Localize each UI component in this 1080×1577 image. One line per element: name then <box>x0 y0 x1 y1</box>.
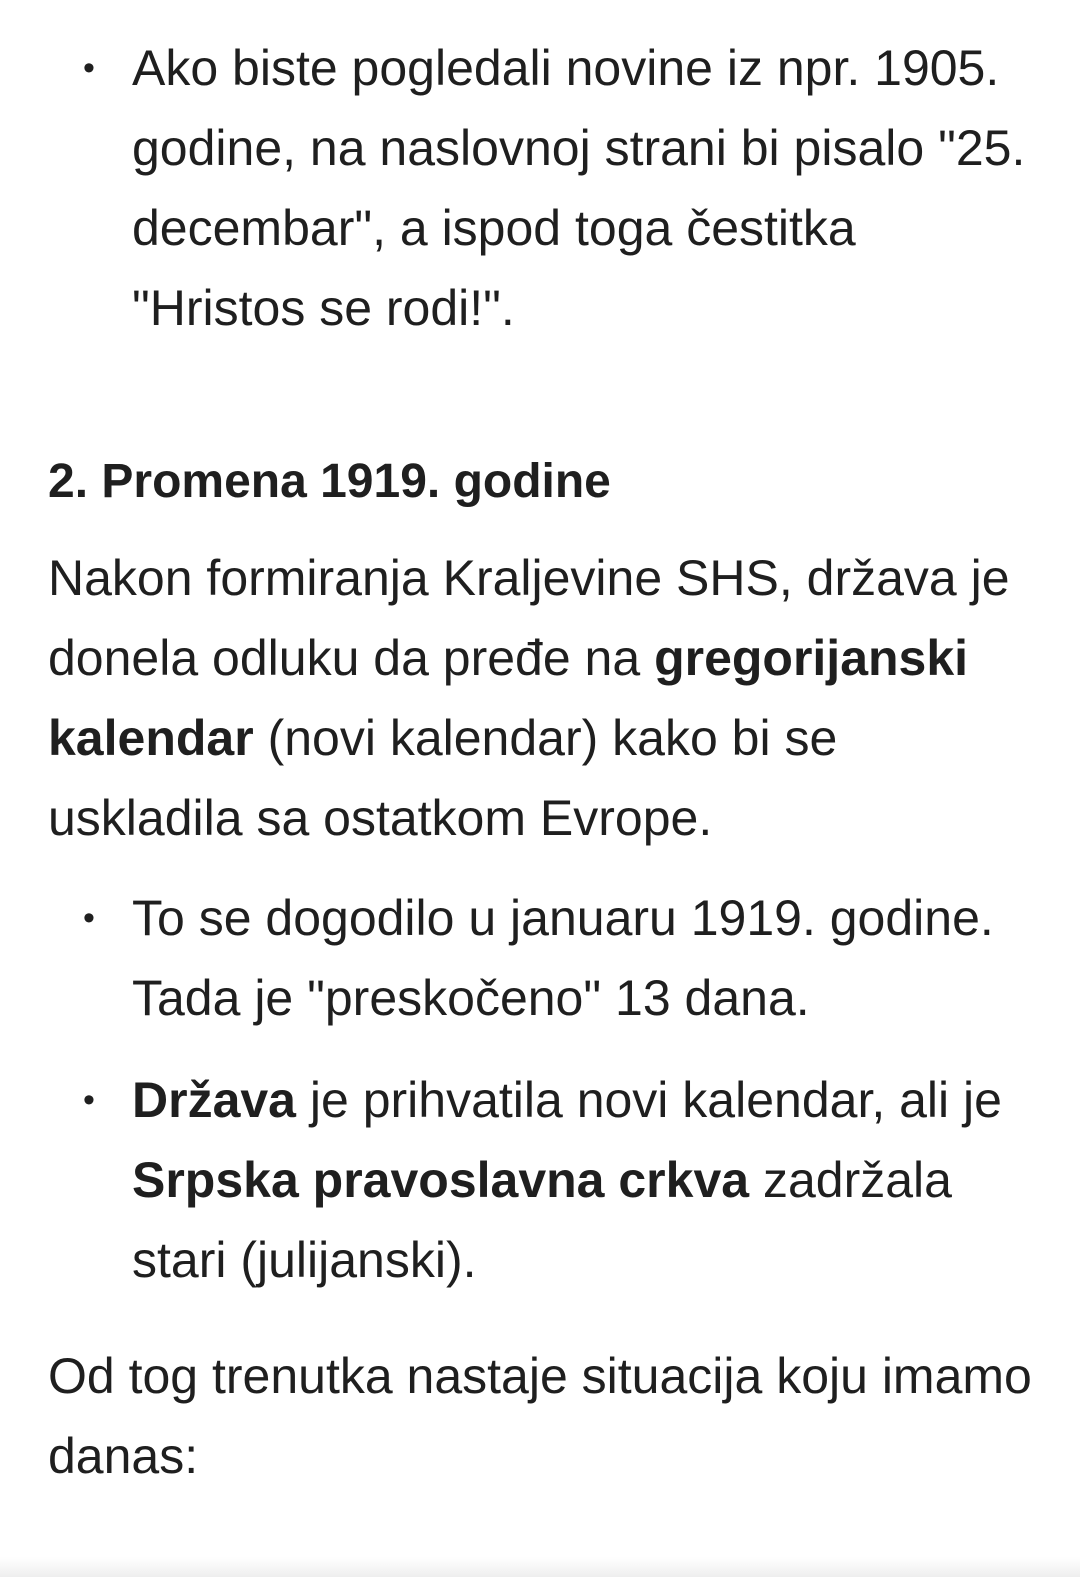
bullet-list-section-2 <box>48 878 1038 1300</box>
bullet-icon: • <box>83 49 95 87</box>
list-item <box>48 1060 1038 1300</box>
closing-paragraph: Od tog trenutka nastaje situacija koju imamo danas: <box>48 1348 1032 1484</box>
section-heading: 2. Promena 1919. godine <box>48 455 611 508</box>
list-item <box>48 878 1038 1038</box>
bullet-text-part: je prihvatila novi kalendar, ali je <box>296 1072 1002 1128</box>
intro-text-before: Nakon formiranja Kraljevine SHS, država je donela odluku da pređe na <box>48 550 1010 686</box>
bullet-text-part: zadržala stari (julijanski). <box>132 1152 952 1288</box>
bullet-text: Ako biste pogledali novine iz npr. 1905. godine, na naslovnoj strani bi pisalo "25. decembar", a ispod toga čestitka "Hristos se rodi!". <box>132 40 1026 336</box>
bottom-edge-shadow <box>0 1557 1080 1577</box>
bullet-list-previous <box>48 28 1038 348</box>
bullet-icon: • <box>83 1081 95 1119</box>
response-content <box>48 28 1038 1496</box>
intro-bold-term: gregorijanski kalendar <box>48 630 969 766</box>
section-intro-paragraph <box>48 538 1038 858</box>
bullet-text <box>132 1072 1002 1288</box>
list-item <box>48 28 1038 348</box>
bullet-text: To se dogodilo u januaru 1919. godine. Tada je "preskočeno" 13 dana. <box>132 890 994 1026</box>
bullet-icon: • <box>83 899 95 937</box>
bullet-bold-term: Srpska pravoslavna crkva <box>132 1152 750 1208</box>
bullet-bold-term: Država <box>132 1072 296 1128</box>
intro-text-after: (novi kalendar) kako bi se uskladila sa ostatkom Evrope. <box>48 710 838 846</box>
